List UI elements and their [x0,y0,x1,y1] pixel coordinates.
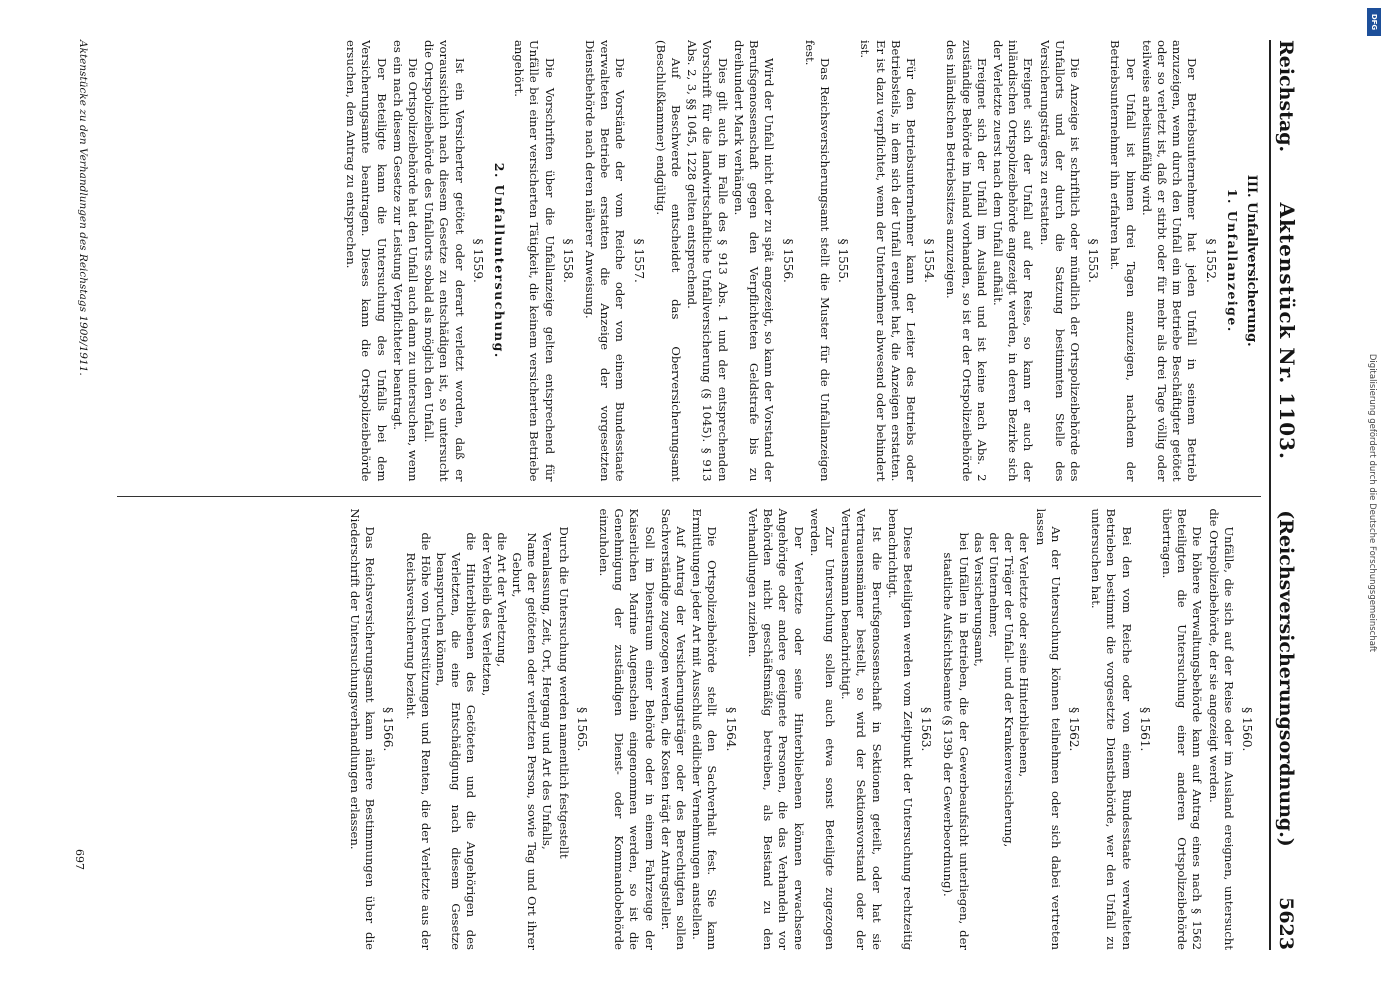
paragraph-text: Der Beteiligte kann die Untersuchung des Unfalls bei dem Versicherungsamte beantragen. Dieses kann die Ortspolizeibehörde ersuchen, dem Antrag zu entsprechen. [343,40,389,482]
list-item: das Versicherungsamt, [971,532,986,667]
paragraph-text: Ist die Berufsgenossenschaft in Sektionen geteilt, oder hat sie Vertrauensmänner bestellt, so wird der Sektionsvorstand oder der Vertrauensmann benachrichtigt. [838,508,884,950]
list-item: der Träger der Unfall- und der Krankenversicherung, [1001,532,1016,848]
header-page-number: 5623 [1274,897,1297,950]
list-item: der Verbleib des Verletzten, [479,532,494,697]
paragraph-number: § 1554. [921,238,936,283]
section-title: III. Unfallversicherung. [1243,174,1259,347]
paragraph-text: Bei den vom Reiche oder von einem Bundesstaate verwalteten Betrieben bestimmt die vorgesetzte Dienstbehörde, wer den Unfall zu untersuchen hat. [1088,508,1134,950]
sheet-number: 697 [72,849,86,870]
paragraph-number: § 1557. [631,238,646,283]
paragraph-text: Der Unfall ist binnen drei Tagen anzuzeigen, nachdem der Betriebsunternehmer ihn erfahren hat. [1107,40,1138,482]
list-item: der Verletzte oder seine Hinterbliebenen, [1016,532,1031,778]
paragraph-number: § 1563. [918,707,933,752]
list-item: Veranlassung, Zeit, Ort, Hergang und Art des Unfalls, [539,532,554,850]
paragraph-number: § 1559. [470,238,485,283]
paragraph-number: § 1555. [835,238,850,283]
list-item: bei Unfällen in Betrieben, die der Gewerbeaufsicht unterliegen, der staatliche Aufsichtsbeamte (§ 139b der Gewerbeordnung). [940,532,971,950]
paragraph-number: § 1566. [380,707,395,752]
paragraph-text: Auf Beschwerde entscheidet das Oberversicherungsamt (Beschlußkammer) endgültig. [653,40,683,482]
paragraph-number: § 1565. [574,707,589,752]
document-page [47,10,1337,990]
paragraph-text: Die Ortspolizeibehörde stellt den Sachverhalt fest. Sie kann Ermittlungen jeder Art mit Ausschluß eidlicher Vernehmungen anstellen. [689,508,719,950]
header-center: Aktenstück Nr. 1103. [1274,202,1299,460]
page-header [1275,40,1315,950]
rotated-page-wrapper [47,10,1337,990]
paragraph-text: Die Vorschriften über die Unfallanzeige gelten entsprechend für Unfälle bei einer versicherten Tätigkeit, die keinem versicherten Betriebe angehört. [511,40,557,482]
paragraph-text: Soll im Dienstraum einer Behörde oder in einem Fahrzeuge der Kaiserlichen Marine Augenschein eingenommen werden, so ist die Genehmigung der zuständigen Dienst- oder Kommandobehörde einzuholen. [596,508,657,950]
paragraph-text: An der Untersuchung können teilnehmen oder sich dabei vertreten lassen [1033,508,1063,950]
list-item: die Hinterbliebenen des Getöteten und die Angehörigen des Verletzten, die eine Entschädigung nach diesem Gesetze beanspruchen können, [433,532,478,950]
right-column [117,496,1261,951]
paragraph-text: Für den Betriebsunternehmer kann der Leiter des Betriebs oder Betriebsteils, in dem sich der Unfall ereignet hat, die Anzeigen erstatten. Er ist dazu verpflichtet, wenn der Unternehmer abwesend oder behindert ist. [857,40,918,482]
paragraph-text: Diese Beteiligten werden vom Zeitpunkt der Untersuchung rechtzeitig benachrichtigt. [885,508,915,950]
paragraph-text: Die höhere Verwaltungsbehörde kann auf Antrag eines nach § 1562 Beteiligten die Untersuchung einer anderen Ortspolizeibehörde übertragen. [1159,508,1204,950]
paragraph-text: Durch die Untersuchung werden namentlich festgestellt [556,526,571,859]
paragraph-number: § 1556. [780,238,795,283]
header-left: Reichstag. [1274,40,1297,153]
dfg-logo-text: DFG [1370,13,1378,31]
footnote: Aktenstücke zu den Verhandlungen des Reichstags 1909/1911. [76,40,89,376]
paragraph-number: § 1562. [1066,707,1081,752]
header-right-title: (Reichsversicherungsordnung.) [1274,510,1297,847]
credit-text: Digitalisierung gefördert durch die Deutsche Forschungsgemeinschaft [1367,353,1377,653]
digitization-credit [1365,8,1379,998]
paragraph-number: § 1558. [560,238,575,283]
paragraph-text: Auf Antrag der Versicherungsträger oder des Berechtigten sollen Sachverständige zugezogen werden, die Kosten trägt der Antragsteller. [658,508,688,950]
paragraph-text: Das Reichsversicherungsamt kann nähere Bestimmungen über die Niederschrift der Untersuchungsverhandlungen erlassen. [347,508,377,950]
paragraph-text: Zur Untersuchung sollen auch etwa sonst Beteiligte zugezogen werden. [807,508,837,950]
paragraph-text: Unfälle, die sich auf der Reise oder im Ausland ereignen, untersucht die Ortspolizeibehörde, der sie angezeigt werden. [1206,508,1236,950]
dfg-logo-icon [1367,8,1381,36]
list-item: die Art der Verletzung, [494,532,509,668]
subsection-title: 2. Unfalluntersuchung. [491,162,507,359]
paragraph-text: Die Ortspolizeibehörde hat den Unfall auch dann zu untersuchen, wenn es ein nach diesem Gesetze zur Leistung Verpflichteter beantragt. [390,40,420,482]
paragraph-text: Die Anzeige ist schriftlich oder mündlich der Ortspolizeibehörde des Unfallorts und der durch die Satzung bestimmten Stelle des Versicherungsträgers zu erstatten. [1037,40,1082,482]
paragraph-text: Wird der Unfall nicht oder zu spät angezeigt, so kann der Vorstand der Berufsgenossenschaft gegen den Verpflichteten Geldstrafe bis zu dreihundert Mark verhängen. [731,40,776,482]
paragraph-text: Der Betriebsunternehmer hat jeden Unfall in seinem Betrieb anzuzeigen, wenn durch den Unfall ein im Betriebe Beschäftigter getötet oder so verletzt ist, daß er stirbt oder für mehr als drei Tage völlig oder teilweise arbeitsunfähig wird. [1139,40,1199,482]
paragraph-number: § 1553. [1085,238,1100,283]
paragraph-text: Ereignet sich der Unfall im Ausland und ist keine nach Abs. 2 zuständige Behörde im Inland vorhanden, so ist er der Ortspolizeibehörde des inländischen Betriebssitzes anzuzeigen. [943,40,989,482]
subsection-title: 1. Unfallanzeige. [1224,188,1240,333]
paragraph-text: Der Verletzte oder seine Hinterbliebenen können erwachsene Angehörige oder andere geeignete Personen, die das Verhandeln vor Behörden nicht geschäftsmäßig betreiben, als Beistand zu den Verhandlungen zuziehen. [745,508,806,950]
paragraph-number: § 1560. [1239,707,1254,752]
list-item: Name der getöteten oder verletzten Person, sowie Tag und Ort ihrer Geburt, [509,532,539,950]
paragraph-number: § 1561. [1137,707,1152,752]
text-columns [117,40,1261,950]
paragraph-text: Ist ein Versicherter getötet oder derart verletzt worden, daß er voraussichtlich nach diesem Gesetze zu entschädigen ist, so untersucht die Ortspolizeibehörde des Unfallorts sobald als möglich den Unfall. [421,40,467,482]
left-column [117,40,1261,482]
paragraph-text: Dies gilt auch im Falle des § 913 Abs. 1 und der entsprechenden Vorschrift für die landwirtschaftliche Unfallversicherung (§ 1045). § 913 Abs. 2, 3, §§ 1045, 1228 gelten entsprechend. [684,40,730,482]
paragraph-number: § 1552. [1203,238,1218,283]
paragraph-text: Die Vorstände der vom Reiche oder von einem Bundesstaate verwalteten Betriebe erstatten die Anzeige der vorgesetzten Dienstbehörde nach deren näherer Anweisung. [582,40,627,482]
list-item: der Unternehmer, [986,532,1001,638]
header-rule [1269,40,1271,950]
list-item: die Höhe von Unterstützungen und Renten, die der Verletzte aus der Reichsversicherung bezieht. [403,532,433,950]
paragraph-text: Das Reichsversicherungsamt stellt die Muster für die Unfallanzeigen fest. [802,40,832,482]
paragraph-number: § 1564. [723,707,738,752]
paragraph-text: Ereignet sich der Unfall auf der Reise, so kann er auch der inländischen Ortspolizeibehörde angezeigt werden, in deren Bezirke sich der Verletzte zuerst nach dem Unfall aufhält. [990,40,1035,482]
